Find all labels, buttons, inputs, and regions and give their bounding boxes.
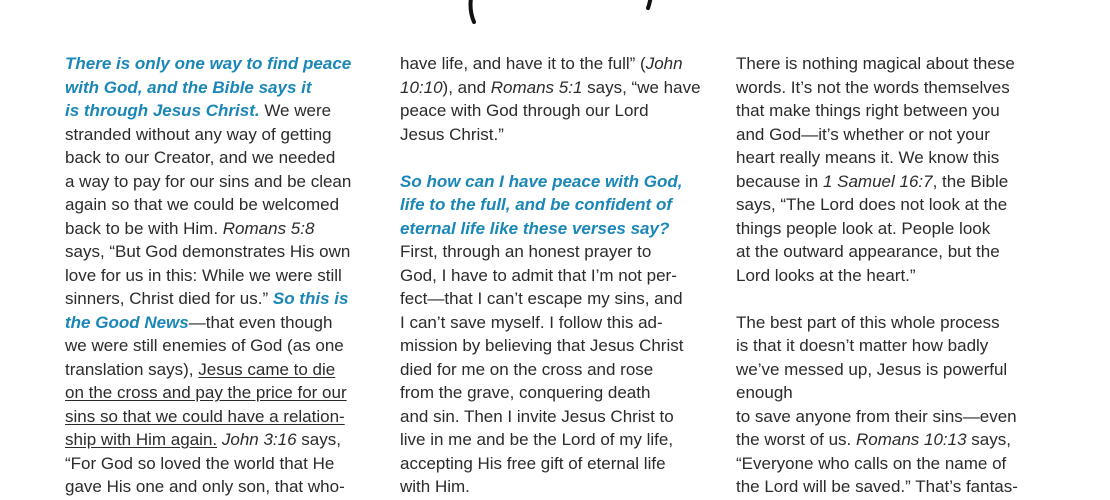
text-line bbox=[400, 334, 720, 358]
text-line bbox=[736, 358, 1056, 382]
text-line bbox=[736, 475, 1056, 499]
scripture-reference: Romans 5:1 bbox=[490, 77, 583, 97]
highlight-text: is through Jesus Christ. bbox=[65, 101, 260, 120]
text-line bbox=[400, 217, 720, 241]
text-run: we’ve messed up, Jesus is powerful bbox=[736, 359, 1008, 379]
text-run: —that even though bbox=[188, 312, 333, 332]
text-run: is that it doesn’t matter how badly bbox=[736, 336, 989, 355]
scripture-reference: Romans 10:13 bbox=[856, 430, 967, 449]
text-run: we were still enemies of God (as one bbox=[65, 336, 344, 355]
text-line bbox=[65, 334, 385, 358]
scripture-reference: John bbox=[645, 54, 683, 73]
text-line bbox=[736, 146, 1056, 170]
highlight-text: with God, and the Bible says it bbox=[65, 77, 312, 97]
text-line bbox=[65, 358, 385, 382]
text-run: back to our Creator, and we needed bbox=[65, 148, 336, 167]
text-line bbox=[736, 170, 1056, 194]
text-run: God, I have to admit that I’m not per- bbox=[400, 265, 677, 285]
text-run: because in bbox=[736, 171, 823, 191]
text-run: have life, and have it to the full” ( bbox=[400, 54, 646, 73]
text-run: Jesus Christ.” bbox=[400, 124, 504, 144]
text-run: peace with God through our Lord bbox=[400, 101, 649, 120]
text-line bbox=[400, 240, 720, 264]
text-run: says, “But God demonstrates His own bbox=[65, 242, 351, 261]
highlight-text: So how can I have peace with God, bbox=[400, 171, 683, 191]
text-line bbox=[65, 405, 385, 429]
text-line bbox=[400, 170, 720, 194]
text-run: enough bbox=[736, 383, 793, 402]
text-line bbox=[400, 52, 720, 76]
text-run: fect—that I can’t escape my sins, and bbox=[400, 289, 683, 308]
text-line bbox=[65, 240, 385, 264]
text-line bbox=[736, 452, 1056, 476]
text-run: the Lord will be saved.” That’s fantas- bbox=[736, 477, 1018, 496]
text-run: to save anyone from their sins—even bbox=[736, 406, 1017, 426]
brackets-decoration bbox=[462, 0, 668, 26]
text-run: “For God so loved the world that He bbox=[65, 453, 335, 473]
text-line bbox=[400, 123, 720, 147]
text-line bbox=[65, 123, 385, 147]
text-line bbox=[65, 428, 385, 452]
text-line bbox=[736, 193, 1056, 217]
text-run: from the grave, conquering death bbox=[400, 383, 651, 402]
column-right bbox=[736, 52, 1056, 499]
text-run: died for me on the cross and rose bbox=[400, 359, 654, 379]
text-run: back to be with Him. bbox=[65, 218, 223, 238]
text-run: love for us in this: While we were still bbox=[65, 265, 342, 285]
text-run: the worst of us. bbox=[736, 430, 856, 449]
text-run: says, bbox=[966, 430, 1011, 449]
underlined-text: Jesus came to die bbox=[198, 359, 336, 379]
text-line bbox=[65, 311, 385, 335]
text-line bbox=[400, 405, 720, 429]
highlight-text: There is only one way to find peace bbox=[65, 54, 352, 73]
text-line bbox=[65, 381, 385, 405]
text-line bbox=[65, 264, 385, 288]
text-run: ), and bbox=[442, 77, 491, 97]
scripture-reference: Romans 5:8 bbox=[222, 218, 315, 238]
text-run: translation says), bbox=[65, 359, 199, 379]
text-line bbox=[736, 334, 1056, 358]
paragraph-break bbox=[736, 287, 1056, 311]
highlight-text: the Good News bbox=[65, 312, 189, 332]
text-run: says, bbox=[296, 430, 341, 449]
text-line bbox=[65, 452, 385, 476]
paragraph-break bbox=[400, 146, 720, 170]
column-middle bbox=[400, 52, 720, 499]
text-line bbox=[736, 405, 1056, 429]
scripture-reference: 1 Samuel 16:7 bbox=[822, 171, 933, 191]
text-run: at the outward appearance, but the bbox=[736, 242, 1000, 261]
text-line bbox=[736, 76, 1056, 100]
scripture-reference: 10:10 bbox=[400, 77, 443, 97]
text-line bbox=[65, 146, 385, 170]
text-run: mission by believing that Jesus Christ bbox=[400, 336, 684, 355]
text-run: “Everyone who calls on the name of bbox=[736, 453, 1007, 473]
text-line bbox=[400, 381, 720, 405]
text-run: and God—it’s whether or not your bbox=[736, 124, 990, 144]
text-run: again so that we could be welcomed bbox=[65, 195, 340, 214]
text-line bbox=[65, 170, 385, 194]
text-line bbox=[736, 99, 1056, 123]
highlight-text: life to the full, and be confident of bbox=[400, 195, 672, 214]
text-run: things people look at. People look bbox=[736, 218, 991, 238]
text-line bbox=[400, 358, 720, 382]
text-line bbox=[400, 311, 720, 335]
scripture-reference: John 3:16 bbox=[221, 430, 297, 449]
text-line bbox=[736, 381, 1056, 405]
text-run: that make things right between you bbox=[736, 101, 1000, 120]
column-left bbox=[65, 52, 385, 499]
text-run: says, “The Lord does not look at the bbox=[736, 195, 1008, 214]
text-line bbox=[400, 76, 720, 100]
text-run: I can’t save myself. I follow this ad- bbox=[400, 312, 663, 332]
text-run: stranded without any way of getting bbox=[65, 124, 332, 144]
text-line bbox=[65, 475, 385, 499]
text-run: There is nothing magical about these bbox=[736, 54, 1015, 73]
text-line bbox=[65, 193, 385, 217]
text-line bbox=[400, 99, 720, 123]
underlined-text: on the cross and pay the price for our bbox=[65, 383, 347, 402]
highlight-text: eternal life like these verses say? bbox=[400, 218, 670, 238]
text-line bbox=[736, 52, 1056, 76]
text-run: accepting His free gift of eternal life bbox=[400, 453, 666, 473]
text-line bbox=[736, 264, 1056, 288]
text-line bbox=[65, 76, 385, 100]
text-line bbox=[400, 428, 720, 452]
text-line bbox=[400, 287, 720, 311]
text-line bbox=[736, 123, 1056, 147]
text-line bbox=[65, 287, 385, 311]
text-line bbox=[736, 311, 1056, 335]
text-run: We were bbox=[259, 101, 332, 120]
underlined-text: ship with Him again. bbox=[65, 430, 218, 449]
text-line bbox=[400, 475, 720, 499]
highlight-text: So this is bbox=[272, 289, 349, 308]
text-run: live in me and be the Lord of my life, bbox=[400, 430, 674, 449]
text-run: and sin. Then I invite Jesus Christ to bbox=[400, 406, 674, 426]
text-line bbox=[65, 217, 385, 241]
text-run: The best part of this whole process bbox=[736, 312, 1000, 332]
text-run: Lord looks at the heart.” bbox=[736, 265, 916, 285]
text-run: sinners, Christ died for us.” bbox=[65, 289, 273, 308]
text-line bbox=[736, 240, 1056, 264]
text-run: First, through an honest prayer to bbox=[400, 242, 652, 261]
text-line bbox=[736, 428, 1056, 452]
text-run: says, “we have bbox=[582, 77, 701, 97]
text-run: with Him. bbox=[400, 477, 470, 496]
text-run: , the Bible bbox=[932, 171, 1009, 191]
text-line bbox=[400, 193, 720, 217]
text-line bbox=[400, 452, 720, 476]
text-run: words. It’s not the words themselves bbox=[736, 77, 1010, 97]
text-line bbox=[65, 99, 385, 123]
text-line bbox=[65, 52, 385, 76]
text-run: heart really means it. We know this bbox=[736, 148, 1000, 167]
text-run: gave His one and only son, that who- bbox=[65, 477, 345, 496]
underlined-text: sins so that we could have a relation- bbox=[65, 406, 345, 426]
text-line bbox=[736, 217, 1056, 241]
text-run: a way to pay for our sins and be clean bbox=[65, 171, 352, 191]
text-line bbox=[400, 264, 720, 288]
